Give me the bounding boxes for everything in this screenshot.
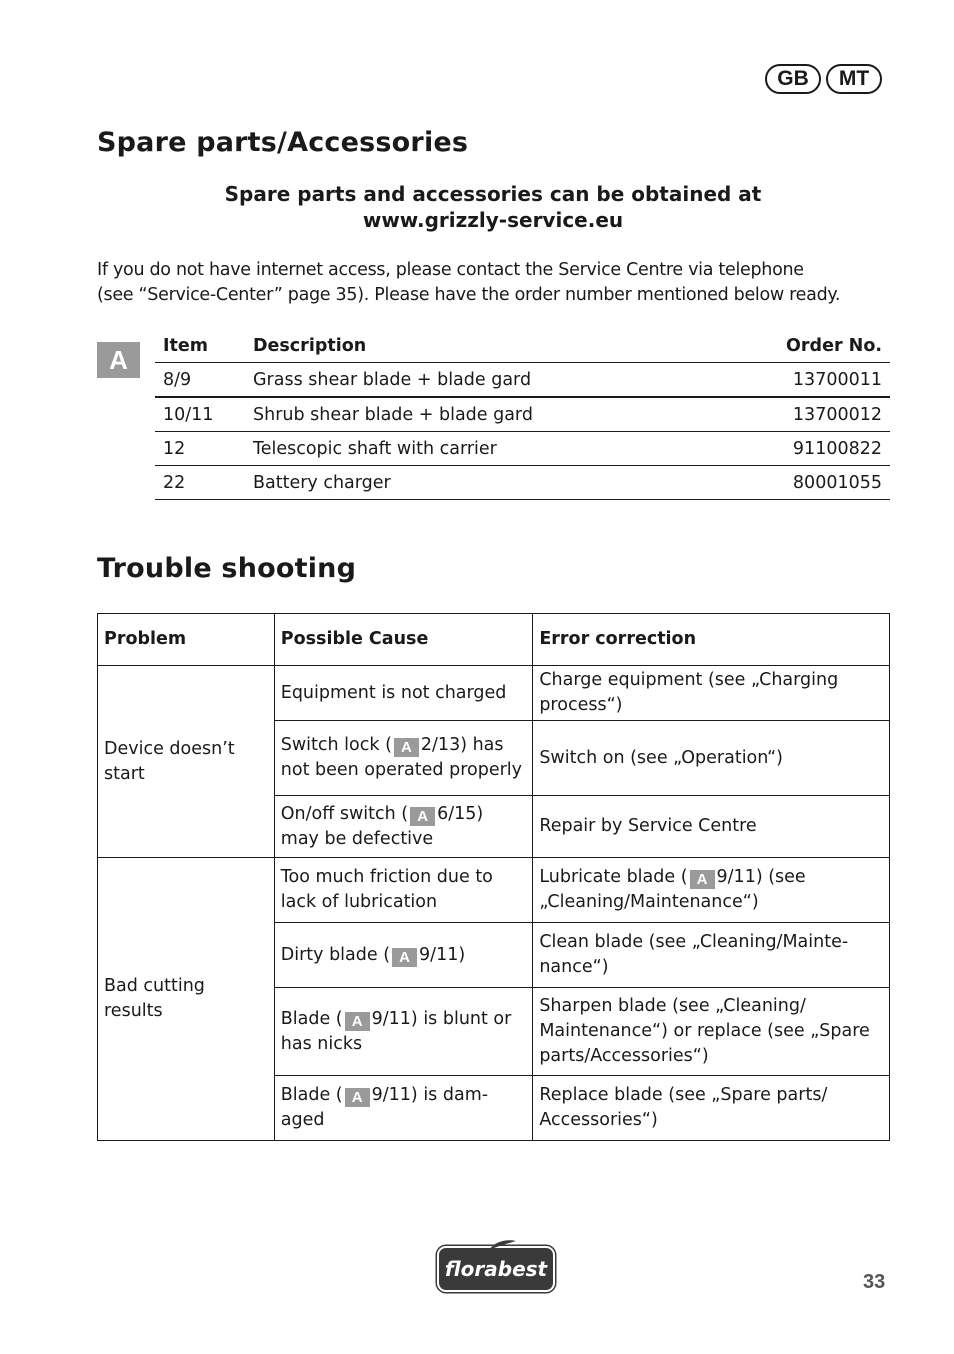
correction-text: Charge equipment (see „Charging process“) xyxy=(539,670,839,715)
column-header-order-no: Order No. xyxy=(713,330,890,363)
trouble-shooting-heading: Trouble shooting xyxy=(97,553,357,584)
table-row xyxy=(98,666,890,721)
service-website-link[interactable]: www.grizzly-service.eu xyxy=(362,208,624,232)
cause-cell xyxy=(274,988,533,1076)
cause-cell xyxy=(274,666,533,721)
cause-text: Equipment is not charged xyxy=(280,682,507,703)
figure-a-reference: A xyxy=(394,738,419,757)
column-header-possible-cause: Possible Cause xyxy=(274,614,533,666)
column-header-problem: Problem xyxy=(98,614,275,666)
page-number: 33 xyxy=(863,1271,886,1293)
leaf-icon xyxy=(487,1239,517,1251)
description-cell: Battery charger xyxy=(245,466,713,500)
item-cell: 12 xyxy=(155,432,245,466)
table-row xyxy=(155,466,890,500)
table-row xyxy=(155,397,890,432)
cause-text-continued: 9/11) is dam-aged xyxy=(280,1085,489,1130)
trouble-shooting-table xyxy=(97,613,890,1141)
figure-a-reference: A xyxy=(410,807,435,826)
correction-text: Replace blade (see „Spare parts/ Accessories“) xyxy=(539,1085,828,1130)
cause-cell xyxy=(274,858,533,923)
correction-text: Clean blade (see „Cleaning/Mainte-nance“) xyxy=(539,932,849,977)
table-row xyxy=(98,858,890,923)
figure-a-marker: A xyxy=(97,342,140,378)
figure-a-reference: A xyxy=(345,1088,370,1107)
language-badge-mt: MT xyxy=(826,64,882,94)
cause-text-continued: 9/11) is blunt or has nicks xyxy=(280,1008,512,1054)
spare-parts-notice xyxy=(97,181,889,233)
description-cell: Grass shear blade + blade gard xyxy=(245,363,713,398)
correction-cell xyxy=(533,923,890,988)
figure-a-reference: A xyxy=(690,870,715,889)
figure-a-reference: A xyxy=(345,1012,370,1031)
problem-cell: Device doesn’t start xyxy=(98,666,275,858)
cause-cell xyxy=(274,721,533,796)
spare-parts-heading: Spare parts/Accessories xyxy=(97,127,469,158)
column-header-error-correction: Error correction xyxy=(533,614,890,666)
intro-line-1: If you do not have internet access, please contact the Service Centre via telephone xyxy=(97,260,804,280)
cause-cell xyxy=(274,1076,533,1141)
contact-instructions xyxy=(97,258,897,308)
correction-cell xyxy=(533,796,890,858)
problem-cell: Bad cutting results xyxy=(98,858,275,1141)
description-cell: Telescopic shaft with carrier xyxy=(245,432,713,466)
correction-cell xyxy=(533,721,890,796)
cause-cell xyxy=(274,923,533,988)
notice-line-1: Spare parts and accessories can be obtained at xyxy=(224,182,762,206)
spare-parts-table xyxy=(155,330,890,500)
cause-text: Blade ( xyxy=(280,1085,343,1105)
correction-text: Sharpen blade (see „Cleaning/ Maintenance“) or replace (see „Spare parts/Accessories“) xyxy=(539,996,870,1066)
description-cell: Shrub shear blade + blade gard xyxy=(245,397,713,432)
column-header-item: Item xyxy=(155,330,245,363)
order-no-cell: 91100822 xyxy=(713,432,890,466)
intro-line-2: (see “Service-Center” page 35). Please have the order number mentioned below ready. xyxy=(97,285,841,305)
cause-text-continued: 9/11) xyxy=(419,944,466,965)
item-cell: 22 xyxy=(155,466,245,500)
correction-cell xyxy=(533,858,890,923)
correction-text: Switch on (see „Operation“) xyxy=(539,747,783,768)
correction-cell xyxy=(533,666,890,721)
cause-text: Switch lock ( xyxy=(280,735,392,755)
item-cell: 8/9 xyxy=(155,363,245,398)
item-cell: 10/11 xyxy=(155,397,245,432)
brand-name: florabest xyxy=(444,1257,548,1281)
correction-text: Lubricate blade ( xyxy=(539,867,688,887)
language-badges xyxy=(765,64,882,94)
cause-text: On/off switch ( xyxy=(280,803,409,824)
table-row xyxy=(155,363,890,398)
language-badge-gb: GB xyxy=(765,64,821,94)
correction-cell xyxy=(533,988,890,1076)
cause-cell xyxy=(274,796,533,858)
table-header-row xyxy=(155,330,890,363)
order-no-cell: 13700012 xyxy=(713,397,890,432)
cause-text: Blade ( xyxy=(280,1008,343,1029)
florabest-logo xyxy=(437,1246,555,1292)
correction-cell xyxy=(533,1076,890,1141)
cause-text: Dirty blade ( xyxy=(280,944,391,965)
order-no-cell: 13700011 xyxy=(713,363,890,398)
correction-text-continued: 9/11) (see „Cleaning/Maintenance“) xyxy=(539,867,806,912)
order-no-cell: 80001055 xyxy=(713,466,890,500)
table-header-row xyxy=(98,614,890,666)
figure-a-reference: A xyxy=(392,948,417,967)
column-header-description: Description xyxy=(245,330,713,363)
cause-text-continued: 6/15) may be defective xyxy=(280,803,484,849)
cause-text-continued: 2/13) has not been operated properly xyxy=(280,735,522,780)
cause-text: Too much friction due to lack of lubrication xyxy=(280,867,493,912)
correction-text: Repair by Service Centre xyxy=(539,816,757,836)
table-row xyxy=(155,432,890,466)
